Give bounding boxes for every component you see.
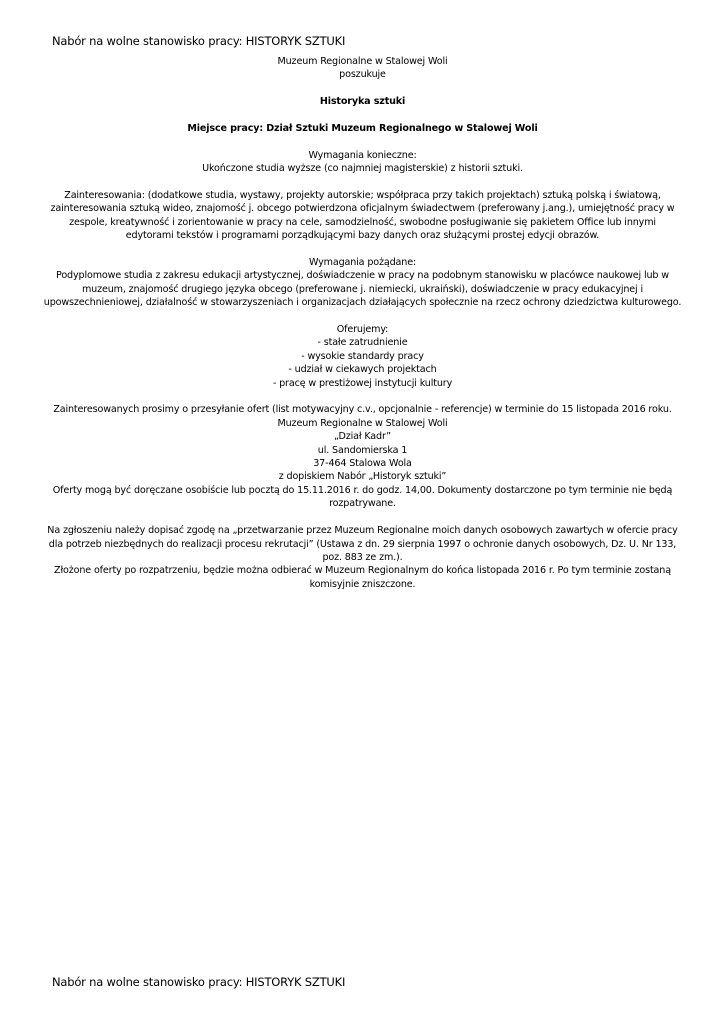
desired-line: upowszechnieniowej, działalność w stowarzyszeniach i organizacjach działających społecznie na rzecz ochrony dziedzictwa kulturowego. xyxy=(43,297,682,309)
page-header: Nabór na wolne stanowisko pracy: HISTORYK SZTUKI xyxy=(52,34,346,48)
offer-item: - udział w ciekawych projektach xyxy=(288,364,437,376)
interests-line: Zainteresowania: (dodatkowe studia, wystawy, projekty autorskie; współpraca przy takich projektach) sztuką polską i światową, xyxy=(64,190,661,201)
application-line: Zainteresowanych prosimy o przesyłanie ofert (list motywacyjny c.v., opcjonalnie - referencje) w terminie do 15 listopada 2016 roku. xyxy=(53,404,672,416)
address-line: ul. Sandomierska 1 xyxy=(317,444,408,456)
required-text: Ukończone studia wyższe (co najmniej magisterskie) z historii sztuki. xyxy=(202,163,523,175)
offer-heading: Oferujemy: xyxy=(336,324,389,336)
consent-line: poz. 883 ze zm.). xyxy=(322,551,403,563)
position-title: Historyka sztuki xyxy=(319,96,406,108)
consent-line: Złożone oferty po rozpatrzeniu, będzie można odbierać w Muzeum Regionalnym do końca listopada 2016 r. Po tym terminie zostaną xyxy=(54,565,671,577)
address-line: 37-464 Stalowa Wola xyxy=(313,458,412,470)
required-heading: Wymagania konieczne: xyxy=(308,149,417,161)
interests-line: edytorami tekstów i programami porządkującymi bazy danych oraz służącymi prostej edycji obrazów. xyxy=(125,230,600,242)
seeks-text: poszukuje xyxy=(339,69,386,81)
address-line: z dopiskiem Nabór „Historyk sztuki” xyxy=(278,471,447,483)
application-line: rozpatrywane. xyxy=(329,498,396,510)
offer-item: - pracę w prestiżowej instytucji kultury xyxy=(272,377,453,389)
offer-item: - wysokie standardy pracy xyxy=(301,350,424,362)
page-footer: Nabór na wolne stanowisko pracy: HISTORYK SZTUKI xyxy=(52,975,346,989)
address-line: „Dział Kadr” xyxy=(334,431,391,443)
institution-name: Muzeum Regionalne w Stalowej Woli xyxy=(277,56,448,67)
document-body xyxy=(40,55,685,591)
interests-line: zainteresowania sztuką wideo, znajomość j. obcego potwierdzona oficjalnym świadectwem (preferowany j.ang.), umiejętność pracy w xyxy=(50,203,675,215)
consent-line: dla potrzeb niezbędnych do realizacji procesu rekrutacji” (Ustawa z dn. 29 sierpnia 1997 o ochronie danych osobowych, Dz. U. Nr 133, xyxy=(48,538,677,550)
desired-line: Podyplomowe studia z zakresu edukacji artystycznej, doświadczenie w pracy na podobnym stanowisku w placówce naukowej lub w xyxy=(56,270,669,282)
interests-line: zespole, kreatywność i zorientowanie w pracy na cele, samodzielność, swobodne posługiwanie się pakietem Office lub innymi xyxy=(69,216,656,228)
desired-line: muzeum, znajomość drugiego języka obcego (preferowane j. niemiecki, ukraiński), doświadczenie w pracy edukacyjnej i xyxy=(81,283,643,295)
consent-line: komisyjnie zniszczone. xyxy=(309,578,416,590)
desired-heading: Wymagania pożądane: xyxy=(308,257,417,269)
address-line: Muzeum Regionalne w Stalowej Woli xyxy=(277,417,448,429)
consent-line: Na zgłoszeniu należy dopisać zgodę na „przetwarzanie przez Muzeum Regionalne moich danych osobowych zawartych w ofercie pracy xyxy=(47,525,678,537)
offer-item: - stałe zatrudnienie xyxy=(317,337,408,349)
application-line: Oferty mogą być doręczane osobiście lub pocztą do 15.11.2016 r. do godz. 14,00. Dokumenty dostarczone po tym terminie nie będą xyxy=(52,484,673,496)
workplace-text: Miejsce pracy: Dział Sztuki Muzeum Regionalnego w Stalowej Woli xyxy=(187,123,538,134)
